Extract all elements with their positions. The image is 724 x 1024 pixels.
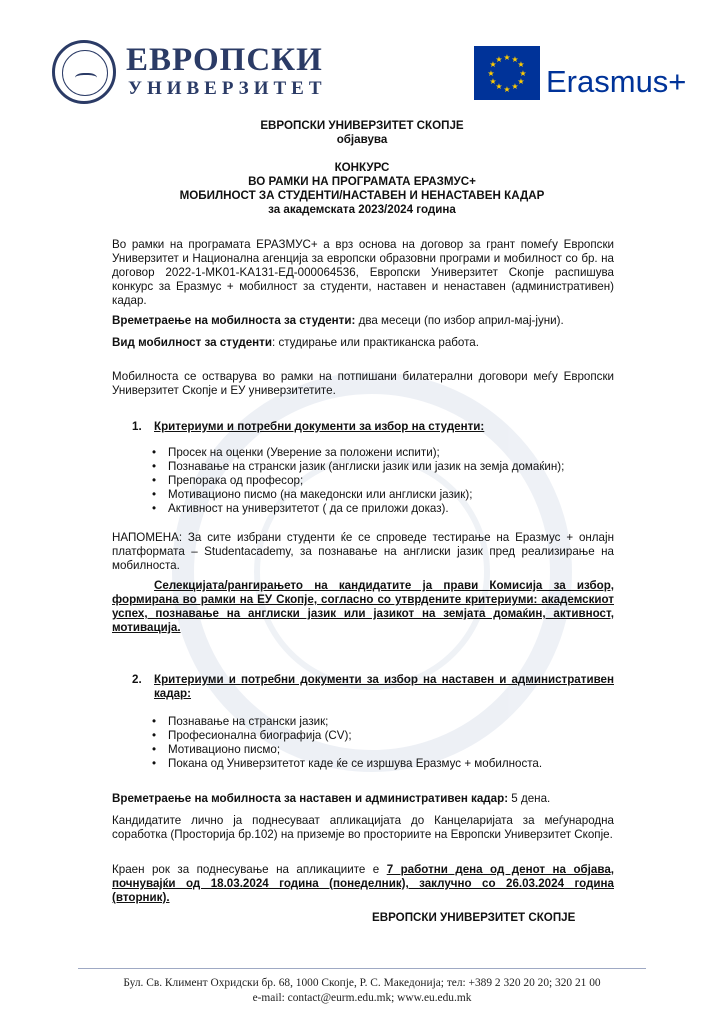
list-item: • Познавање на странски јазик (англиски јазик или јазик на земја домаќин); [150,460,620,474]
section2-title: Критериуми и потребни документи за избор на наставен и административен кадар: [154,673,614,700]
eu-flag-icon [474,46,540,100]
announces-label: објавува [336,133,388,146]
list-item: • Препорака од професор; [150,474,620,488]
svg-text:★: ★ [511,82,519,91]
mobility-type-value: : студирање или практиканска работа. [272,336,479,349]
svg-text:★: ★ [489,60,497,69]
duration-staff-label: Времетраење на мобилноста за наставен и административен кадар: [112,792,509,805]
selection-paragraph: Селекцијата/рангирањето на кандидатите ја прави Комисија за избор, формирана во рамки на ЕУ Скопје, согласно со утврдените критериуми: академскиот успех, познавање на англиски јазик или јазикот на земјата домаќин, активност, мотивација. [112,579,614,634]
list-item: • Просек на оценки (Уверение за положени испити); [150,446,620,460]
list-item: • Мотивационо писмо; [150,743,620,757]
duration-staff-value: 5 дена. [508,792,551,805]
svg-text:★: ★ [517,60,525,69]
section1-title: Критериуми и потребни документи за избор на студенти: [154,420,485,433]
list-item: • Активност на универзитетот ( да се приложи доказ). [150,502,620,516]
programme-line: ВО РАМКИ НА ПРОГРАМАТА ЕРАЗМУС+ [248,175,476,188]
bilateral-paragraph: Мобилноста се остварува во рамки на потпишани билатерални договори меѓу Европски Универзитет Скопје и ЕУ универзитетите. [112,370,614,397]
academic-year-line: за академската 2023/2024 година [268,203,456,216]
duration-students [112,314,614,328]
staff-criteria-list [150,715,620,771]
svg-text:★: ★ [503,85,511,94]
mobility-type-label: Вид мобилност за студенти [112,336,272,349]
deadline-dates: 7 работни дена од денот на објава, почнувајќи од 18.03.2024 година (понеделник), заклучно со 26.03.2024 година (вторник). [112,863,614,904]
note-paragraph: НАПОМЕНА: За сите избрани студенти ќе се спроведе тестирање на Еразмус + онлајн платформата – Studentacademy, за познавање на англиски јазик пред реализирање на мобилноста. [112,531,614,572]
svg-text:★: ★ [495,82,503,91]
student-criteria-list [150,446,620,516]
svg-text:★: ★ [503,53,511,62]
brand-line2: УНИВЕРЗИТЕТ [128,78,327,99]
footer-address: Бул. Св. Климент Охридски бр. 68, 1000 Скопје, Р. С. Македонија; тел: +389 2 320 20 20; 320 21 00 [123,977,601,989]
footer-contact: e-mail: contact@eurm.edu.mk; www.eu.edu.mk [252,992,472,1004]
mobility-line: МОБИЛНОСТ ЗА СТУДЕНТИ/НАСТАВЕН И НЕНАСТАВЕН КАДАР [179,189,545,202]
seal-icon [52,40,116,104]
svg-text:★: ★ [517,77,525,86]
list-item: • Познавање на странски јазик; [150,715,620,729]
brand-line1: ЕВРОПСКИ [126,42,323,78]
section1-number: 1. [132,420,142,433]
list-item: • Покана од Универзитетот каде ќе се изршува Еразмус + мобилноста. [150,757,620,771]
svg-text:★: ★ [487,69,495,78]
signature: ЕВРОПСКИ УНИВЕРЗИТЕТ СКОПЈЕ [372,911,576,924]
institution-title: ЕВРОПСКИ УНИВЕРЗИТЕТ СКОПЈЕ [260,119,464,132]
duration-students-label: Времетраење на мобилноста за студенти: [112,314,356,327]
deadline-prefix: Краен рок за поднесување на апликациите е [112,863,387,876]
list-item: • Мотивационо писмо (на македонски или англиски јазик); [150,488,620,502]
mobility-type [112,336,614,350]
intro-paragraph: Во рамки на програмата ЕРАЗМУС+ а врз основа на договор за грант помеѓу Европски Универзитет и Национална агенција за европски образовни програми и мобилност со бр. на договор 2022-1-MK01-KA131-ЕД-000064536, Европски Универзитет Скопје распишува конкурс за Еразмус + мобилност за студенти, наставен и ненаставен (административен) кадар. [112,238,614,307]
svg-text:★: ★ [519,69,527,78]
erasmus-logo-text: Erasmus+ [546,64,687,99]
footer-divider [78,968,646,969]
konkurs-heading: КОНКУРС [334,161,390,174]
duration-staff [112,792,614,806]
svg-text:★: ★ [511,55,519,64]
svg-text:★: ★ [489,77,497,86]
section2-number: 2. [132,673,142,686]
submission-paragraph: Кандидатите лично ја поднесуваат апликацијата до Канцеларијата за меѓународна соработка (Просторија бр.102) на приземје во просториите на Европски Универзитет Скопје. [112,814,614,841]
list-item: • Професионална биографија (CV); [150,729,620,743]
deadline-paragraph [112,863,614,905]
svg-text:★: ★ [495,55,503,64]
duration-students-value: два месеци (по избор април-мај-јуни). [355,314,564,327]
